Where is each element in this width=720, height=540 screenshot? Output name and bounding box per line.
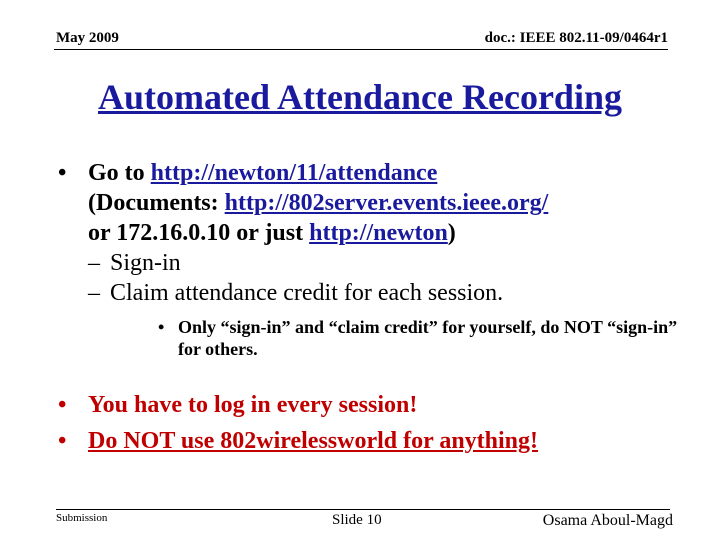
- note-sign-in: “sign-in”: [220, 317, 291, 337]
- note-for-yourself: for yourself,: [437, 317, 541, 337]
- ip-text: or 172.16.0.10 or just: [88, 220, 310, 246]
- note-sign-in-2: “sign-in”: [602, 317, 678, 337]
- sub-item-label: Sign-in: [110, 250, 181, 276]
- bullet-marker: •: [58, 392, 67, 418]
- footer-submission: Submission: [56, 512, 108, 524]
- dash-marker: –: [88, 250, 100, 276]
- note-bullet: [158, 316, 698, 360]
- note-claim-credit: “claim credit”: [328, 317, 438, 337]
- warning-wirelessworld-text: Do NOT use 802wirelessworld for anything!: [88, 428, 539, 454]
- go-to-text: Go to: [88, 160, 151, 186]
- header-divider: [54, 49, 668, 50]
- bullet-attendance-text: [88, 158, 698, 248]
- close-paren: ): [447, 220, 456, 246]
- warning-log-in: [58, 390, 417, 420]
- sub-item-sign-in: [88, 248, 698, 278]
- sub-item-claim: [88, 278, 698, 308]
- header-date: May 2009: [56, 30, 119, 46]
- footer-divider: [56, 509, 670, 510]
- attendance-link[interactable]: http://newton/11/attendance: [150, 160, 438, 186]
- bullet-marker: •: [58, 160, 67, 186]
- bullet-marker: •: [58, 428, 67, 454]
- footer-slide-number: Slide 10: [332, 512, 382, 528]
- server-link[interactable]: http://802server.events.ieee.org/: [224, 190, 549, 216]
- dash-marker: –: [88, 280, 100, 306]
- note-for-others: for others.: [178, 339, 258, 359]
- documents-prefix: (Documents:: [88, 190, 225, 216]
- note-do-not: do NOT: [540, 317, 603, 337]
- sub-item-label: Claim attendance credit for each session.: [110, 280, 504, 306]
- warning-log-in-text: You have to log in every session!: [88, 392, 418, 418]
- slide-title: Automated Attendance Recording: [98, 77, 622, 117]
- header-doc-id: doc.: IEEE 802.11-09/0464r1: [484, 30, 668, 46]
- bullet-attendance: [58, 158, 698, 360]
- footer-author: Osama Aboul-Magd: [542, 512, 673, 529]
- warning-wirelessworld: [58, 426, 538, 456]
- bullet-marker: •: [158, 317, 165, 337]
- newton-link[interactable]: http://newton: [309, 220, 448, 246]
- bullet-list: [58, 158, 698, 360]
- note-and: and: [290, 317, 329, 337]
- note-only: Only: [178, 317, 221, 337]
